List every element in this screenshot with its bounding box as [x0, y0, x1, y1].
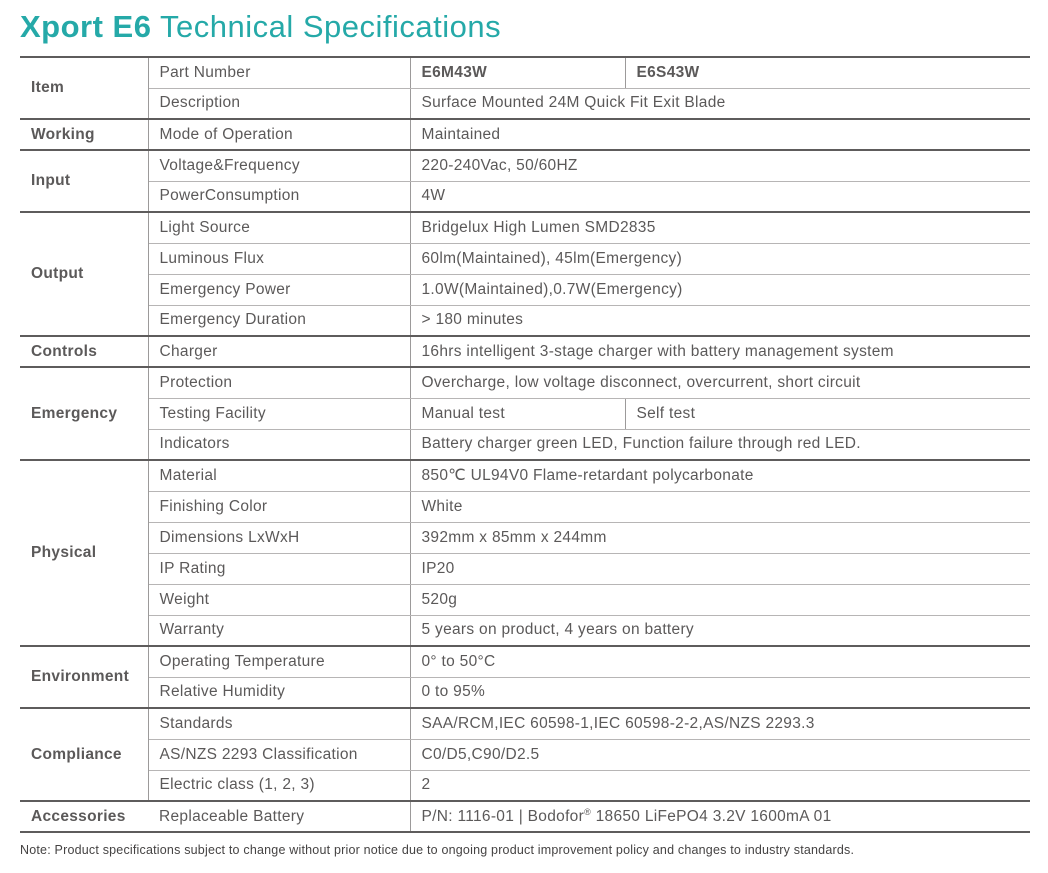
table-row [20, 274, 1030, 305]
category-cell-environment: Environment [20, 646, 148, 708]
table-row [20, 646, 1030, 677]
spec-label: Weight [148, 584, 410, 615]
spec-value: 220-240Vac, 50/60HZ [410, 150, 1030, 181]
footer-note: Note: Product specifications subject to change without prior notice due to ongoing product improvement policy and changes to industry standards. [20, 843, 855, 857]
spec-label: Description [148, 88, 410, 119]
spec-value: 5 years on product, 4 years on battery [410, 615, 1030, 646]
spec-value: 850℃ UL94V0 Flame-retardant polycarbonate [410, 460, 1030, 491]
table-row [20, 367, 1030, 398]
spec-value: Battery charger green LED, Function failure through red LED. [410, 429, 1030, 460]
spec-value-model-2: E6S43W [625, 57, 1030, 88]
table-row [20, 243, 1030, 274]
table-row [20, 336, 1030, 367]
spec-label: Mode of Operation [148, 119, 410, 150]
table-row [20, 88, 1030, 119]
spec-value: 60lm(Maintained), 45lm(Emergency) [410, 243, 1030, 274]
spec-label: Indicators [148, 429, 410, 460]
spec-label: AS/NZS 2293 Classification [148, 739, 410, 770]
page-title-rest: Technical Specifications [151, 9, 502, 44]
spec-value: White [410, 491, 1030, 522]
table-row [20, 584, 1030, 615]
spec-label: Light Source [148, 212, 410, 243]
spec-value: Overcharge, low voltage disconnect, overcurrent, short circuit [410, 367, 1030, 398]
category-cell-input: Input [20, 150, 148, 212]
spec-label: Emergency Power [148, 274, 410, 305]
table-row [20, 181, 1030, 212]
spec-value: 0° to 50°C [410, 646, 1030, 677]
spec-label: Luminous Flux [148, 243, 410, 274]
spec-label: Testing Facility [148, 398, 410, 429]
table-row [20, 305, 1030, 336]
category-cell-working: Working [20, 119, 148, 150]
table-row [20, 801, 1030, 832]
spec-value-test-2: Self test [625, 398, 1030, 429]
spec-value: C0/D5,C90/D2.5 [410, 739, 1030, 770]
table-row [20, 522, 1030, 553]
spec-label: Emergency Duration [148, 305, 410, 336]
spec-label: Operating Temperature [148, 646, 410, 677]
spec-table [20, 56, 1030, 833]
table-row [20, 708, 1030, 739]
spec-label: Electric class (1, 2, 3) [148, 770, 410, 801]
spec-label: Finishing Color [148, 491, 410, 522]
spec-value: Surface Mounted 24M Quick Fit Exit Blade [410, 88, 1030, 119]
table-row [20, 677, 1030, 708]
spec-value: 1.0W(Maintained),0.7W(Emergency) [410, 274, 1030, 305]
table-row [20, 739, 1030, 770]
spec-label: Protection [148, 367, 410, 398]
spec-value: IP20 [410, 553, 1030, 584]
spec-value: 16hrs intelligent 3-stage charger with battery management system [410, 336, 1030, 367]
table-row [20, 398, 1030, 429]
spec-value: 4W [410, 181, 1030, 212]
category-cell-compliance: Compliance [20, 708, 148, 801]
spec-label: Charger [148, 336, 410, 367]
registered-mark: ® [584, 806, 591, 817]
spec-label: Part Number [148, 57, 410, 88]
spec-value: 520g [410, 584, 1030, 615]
spec-label: PowerConsumption [148, 181, 410, 212]
table-row [20, 491, 1030, 522]
category-cell-controls: Controls [20, 336, 148, 367]
spec-value-model-1: E6M43W [410, 57, 625, 88]
table-row [20, 615, 1030, 646]
spec-label: Dimensions LxWxH [148, 522, 410, 553]
spec-value: 2 [410, 770, 1030, 801]
table-row [20, 460, 1030, 491]
battery-value-text: P/N: 1116-01 | Bodofor [421, 808, 585, 826]
category-cell-item: Item [20, 57, 148, 119]
table-row [20, 553, 1030, 584]
spec-value: 0 to 95% [410, 677, 1030, 708]
spec-value: > 180 minutes [410, 305, 1030, 336]
spec-value: Maintained [410, 119, 1030, 150]
spec-value: Bridgelux High Lumen SMD2835 [410, 212, 1030, 243]
table-row [20, 150, 1030, 181]
spec-label: Warranty [148, 615, 410, 646]
table-row [20, 212, 1030, 243]
table-row [20, 57, 1030, 88]
spec-value: SAA/RCM,IEC 60598-1,IEC 60598-2-2,AS/NZS 2293.3 [410, 708, 1030, 739]
product-name: Xport E6 [20, 9, 152, 44]
category-cell-emergency: Emergency [20, 367, 148, 460]
spec-label: IP Rating [148, 553, 410, 584]
table-row [20, 429, 1030, 460]
page-title [20, 8, 1048, 46]
spec-label: Standards [148, 708, 410, 739]
spec-value: 392mm x 85mm x 244mm [410, 522, 1030, 553]
battery-value-text: 18650 LiFePO4 3.2V 1600mA 01 [591, 808, 832, 826]
spec-value-battery [410, 801, 1030, 832]
spec-label: Material [148, 460, 410, 491]
table-row [20, 770, 1030, 801]
spec-label: Replaceable Battery [148, 801, 410, 832]
category-cell-accessories: Accessories [20, 801, 148, 832]
table-row [20, 119, 1030, 150]
spec-label: Voltage&Frequency [148, 150, 410, 181]
spec-label: Relative Humidity [148, 677, 410, 708]
category-cell-output: Output [20, 212, 148, 336]
category-cell-physical: Physical [20, 460, 148, 646]
spec-value-test-1: Manual test [410, 398, 625, 429]
